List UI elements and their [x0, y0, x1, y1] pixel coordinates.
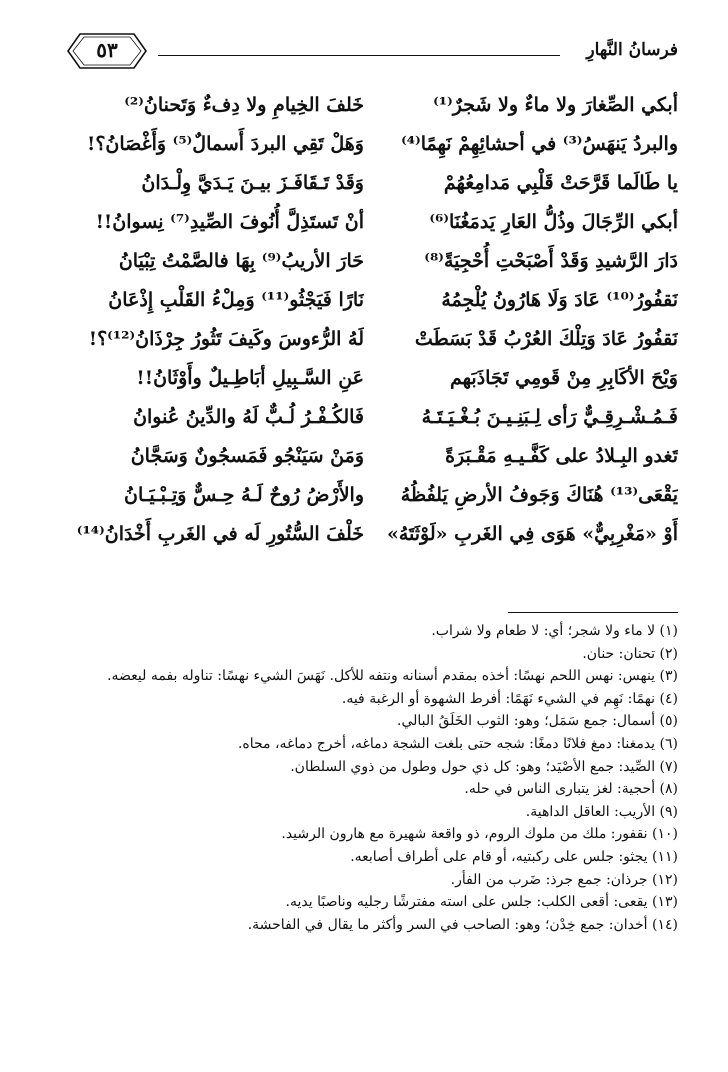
poem-verse-row: [58, 437, 678, 476]
second-hemistich: فَالكُـفْـرُ لُـبٌّ لَهُ والدِّينُ عُنوانُ: [133, 406, 364, 428]
footnote-separator: [508, 612, 678, 613]
footnote: (٧) الصِّيد: جمع الأصْيَد؛ وهو: كل ذي حول وطول من ذوي السلطان.: [290, 758, 678, 775]
poem-verse-row: [58, 476, 678, 515]
second-hemistich: وَمَنْ سَيَنْجُو فَمَسجُونٌ وَسَجَّانُ: [130, 445, 364, 467]
first-hemistich: وَيْحَ الأكَابِرِ مِنْ قَومِي تَجَاذَبَهم: [450, 367, 678, 389]
second-hemistich: نَارًا فَيَجْثُو⁽¹¹⁾ وَمِلْءُ القَلْبِ إِذْعَانُ: [108, 289, 364, 311]
first-hemistich: أبكي الصِّغارَ ولا ماءٌ ولا شَجرٌ⁽¹⁾: [433, 94, 678, 116]
header-rule: [158, 55, 560, 56]
footnotes-section: [40, 620, 678, 936]
second-hemistich: لَهُ الرُّءوسَ وكَيفَ تَثُورُ جِرْذَانُ⁽¹²⁾؟!: [88, 328, 364, 350]
footnote: (٦) يدمغنا: دمغ فلانًا دمغًا: شجه حتى بلغت الشجة دماغه، أخرج دماغه، محاه.: [237, 735, 678, 752]
footnote: (١٢) جرذان: جمع جرذ: ضَرب من الفأر.: [450, 871, 678, 888]
first-hemistich: أبكي الرِّجَالَ وذُلُّ العَارِ يَدمَغُنَا⁽⁶⁾: [429, 211, 678, 233]
first-hemistich: نَقفُورُ عَادَ وَتِلْكَ العُرْبُ قَدْ بَسَطَتْ: [414, 328, 678, 350]
poem-body: [58, 86, 678, 596]
poem-verse-row: [58, 398, 678, 437]
second-hemistich: والأَرْضُ رُوحٌ لَـهُ حِـسٌّ وَتِـبْـيَـانُ: [124, 484, 364, 506]
poem-verse-row: [58, 203, 678, 242]
poem-verse-row: [58, 281, 678, 320]
second-hemistich: أنْ تَستَذِلَّ أُنُوفَ الصِّيدِ⁽⁷⁾ نِسوانُ!!: [95, 211, 364, 233]
first-hemistich: دَارَ الرَّشيدِ وَقَدْ أَصْبَحْتِ أُحْجِيَةً⁽⁸⁾: [424, 250, 678, 272]
poem-verse-row: [58, 164, 678, 203]
running-title: فرسانُ النَّهارِ: [586, 40, 678, 60]
first-hemistich: نَقفُورُ⁽¹⁰⁾ عَادَ وَلَا هَارُونُ يُلْجِمُهُ: [441, 289, 678, 311]
footnote: (١٣) يقعى: أقعى الكلب: جلس على استه مفترشًا رجليه وناصبًا يديه.: [285, 894, 678, 911]
poem-verse-row: [58, 515, 678, 554]
first-hemistich: والبردُ يَنهَسُ⁽³⁾ في أحشائِهِمْ نَهِمًا⁽⁴⁾: [401, 133, 678, 155]
poem-verse-row: [58, 86, 678, 125]
second-hemistich: وَقَدْ تَـقَافَـزَ بيـنَ يَـدَيَّ وِلْـدَانُ: [141, 172, 364, 194]
first-hemistich: يا طَالَما قَرَّحَتْ قَلْبِي مَدامِعُهُمْ: [443, 172, 678, 194]
footnote: (١٤) أخدان: جمع خِدْن؛ وهو: الصاحب في السر وأكثر ما يقال في الفاحشة.: [247, 916, 678, 933]
page-number-badge: [66, 32, 148, 70]
first-hemistich: تَغدو البِـلادُ على كَفَّـيـهِ مَقْـبَرَةً: [445, 445, 678, 467]
footnote: (٥) أسمال: جمع سَمَل؛ وهو: الثوب الخَلَقُ البالي.: [397, 713, 678, 730]
footnote: (١٠) نقفور: ملك من ملوك الروم، ذو واقعة شهيرة مع هارون الرشيد.: [281, 826, 678, 843]
first-hemistich: أَوْ «مَغْرِبِيٌّ» هَوَى فِي الغَربِ «لَوْثَتَهُ»: [386, 523, 678, 545]
page-number: ٥٣: [96, 38, 118, 62]
poem-verse-row: [58, 359, 678, 398]
second-hemistich: عَنِ السَّـبِيلِ أبَاطِـيلٌ وأَوْثَانُ!!: [136, 367, 364, 389]
second-hemistich: خَلْفَ السُّتُورِ لَه في الغَربِ أَخْدَانُ⁽¹⁴⁾: [76, 523, 364, 545]
footnote: (١) لا ماء ولا شجر؛ أي: لا طعام ولا شراب.: [431, 623, 678, 639]
poem-verse-row: [58, 242, 678, 281]
first-hemistich: فَـمُـشْـرِقِـيٌّ رَأى لِـبَنِـيـنَ بُـغْـيَـتَـهُ: [421, 406, 678, 428]
poem-verse-row: [58, 125, 678, 164]
footnote: (١١) يجثو: جلس على ركبتيه، أو قام على أطراف أصابعه.: [350, 848, 678, 865]
footnote: (٢) تحنان: حنان.: [582, 645, 678, 662]
second-hemistich: وَهَلْ تَقِي البردَ أَسمالٌ⁽⁵⁾ وَأَغْصَانُ؟!: [87, 133, 364, 155]
footnote: (٨) أحجية: لغز يتبارى الناس في حله.: [464, 781, 678, 798]
footnote: (٤) نهمًا: نَهِم في الشيء نَهَمًا: أفرط الشهوة أو الرغبة فيه.: [341, 690, 678, 707]
footnote: (٩) الأريب: العاقل الداهية.: [525, 803, 678, 820]
poem-verse-row: [58, 320, 678, 359]
footnote: (٣) ينهس: نهس اللحم نهسًا: أخذه بمقدم أسنانه ونتفه للأكل. نَهَسَ الشيء نهسًا: تناوله بفمه ليعضه.: [107, 668, 678, 685]
second-hemistich: خَلفَ الخِيامِ ولا دِفءٌ وَتَحنانُ⁽²⁾: [124, 94, 364, 116]
first-hemistich: يَقْعَى⁽¹³⁾ هُنَاكَ وَجَوفُ الأرضِ يَلفُظُهُ: [400, 484, 678, 506]
second-hemistich: حَارَ الأريبُ⁽⁹⁾ بِهَا فالصَّمْتُ تِبْيَانُ: [118, 250, 364, 272]
page-header: [58, 30, 678, 78]
